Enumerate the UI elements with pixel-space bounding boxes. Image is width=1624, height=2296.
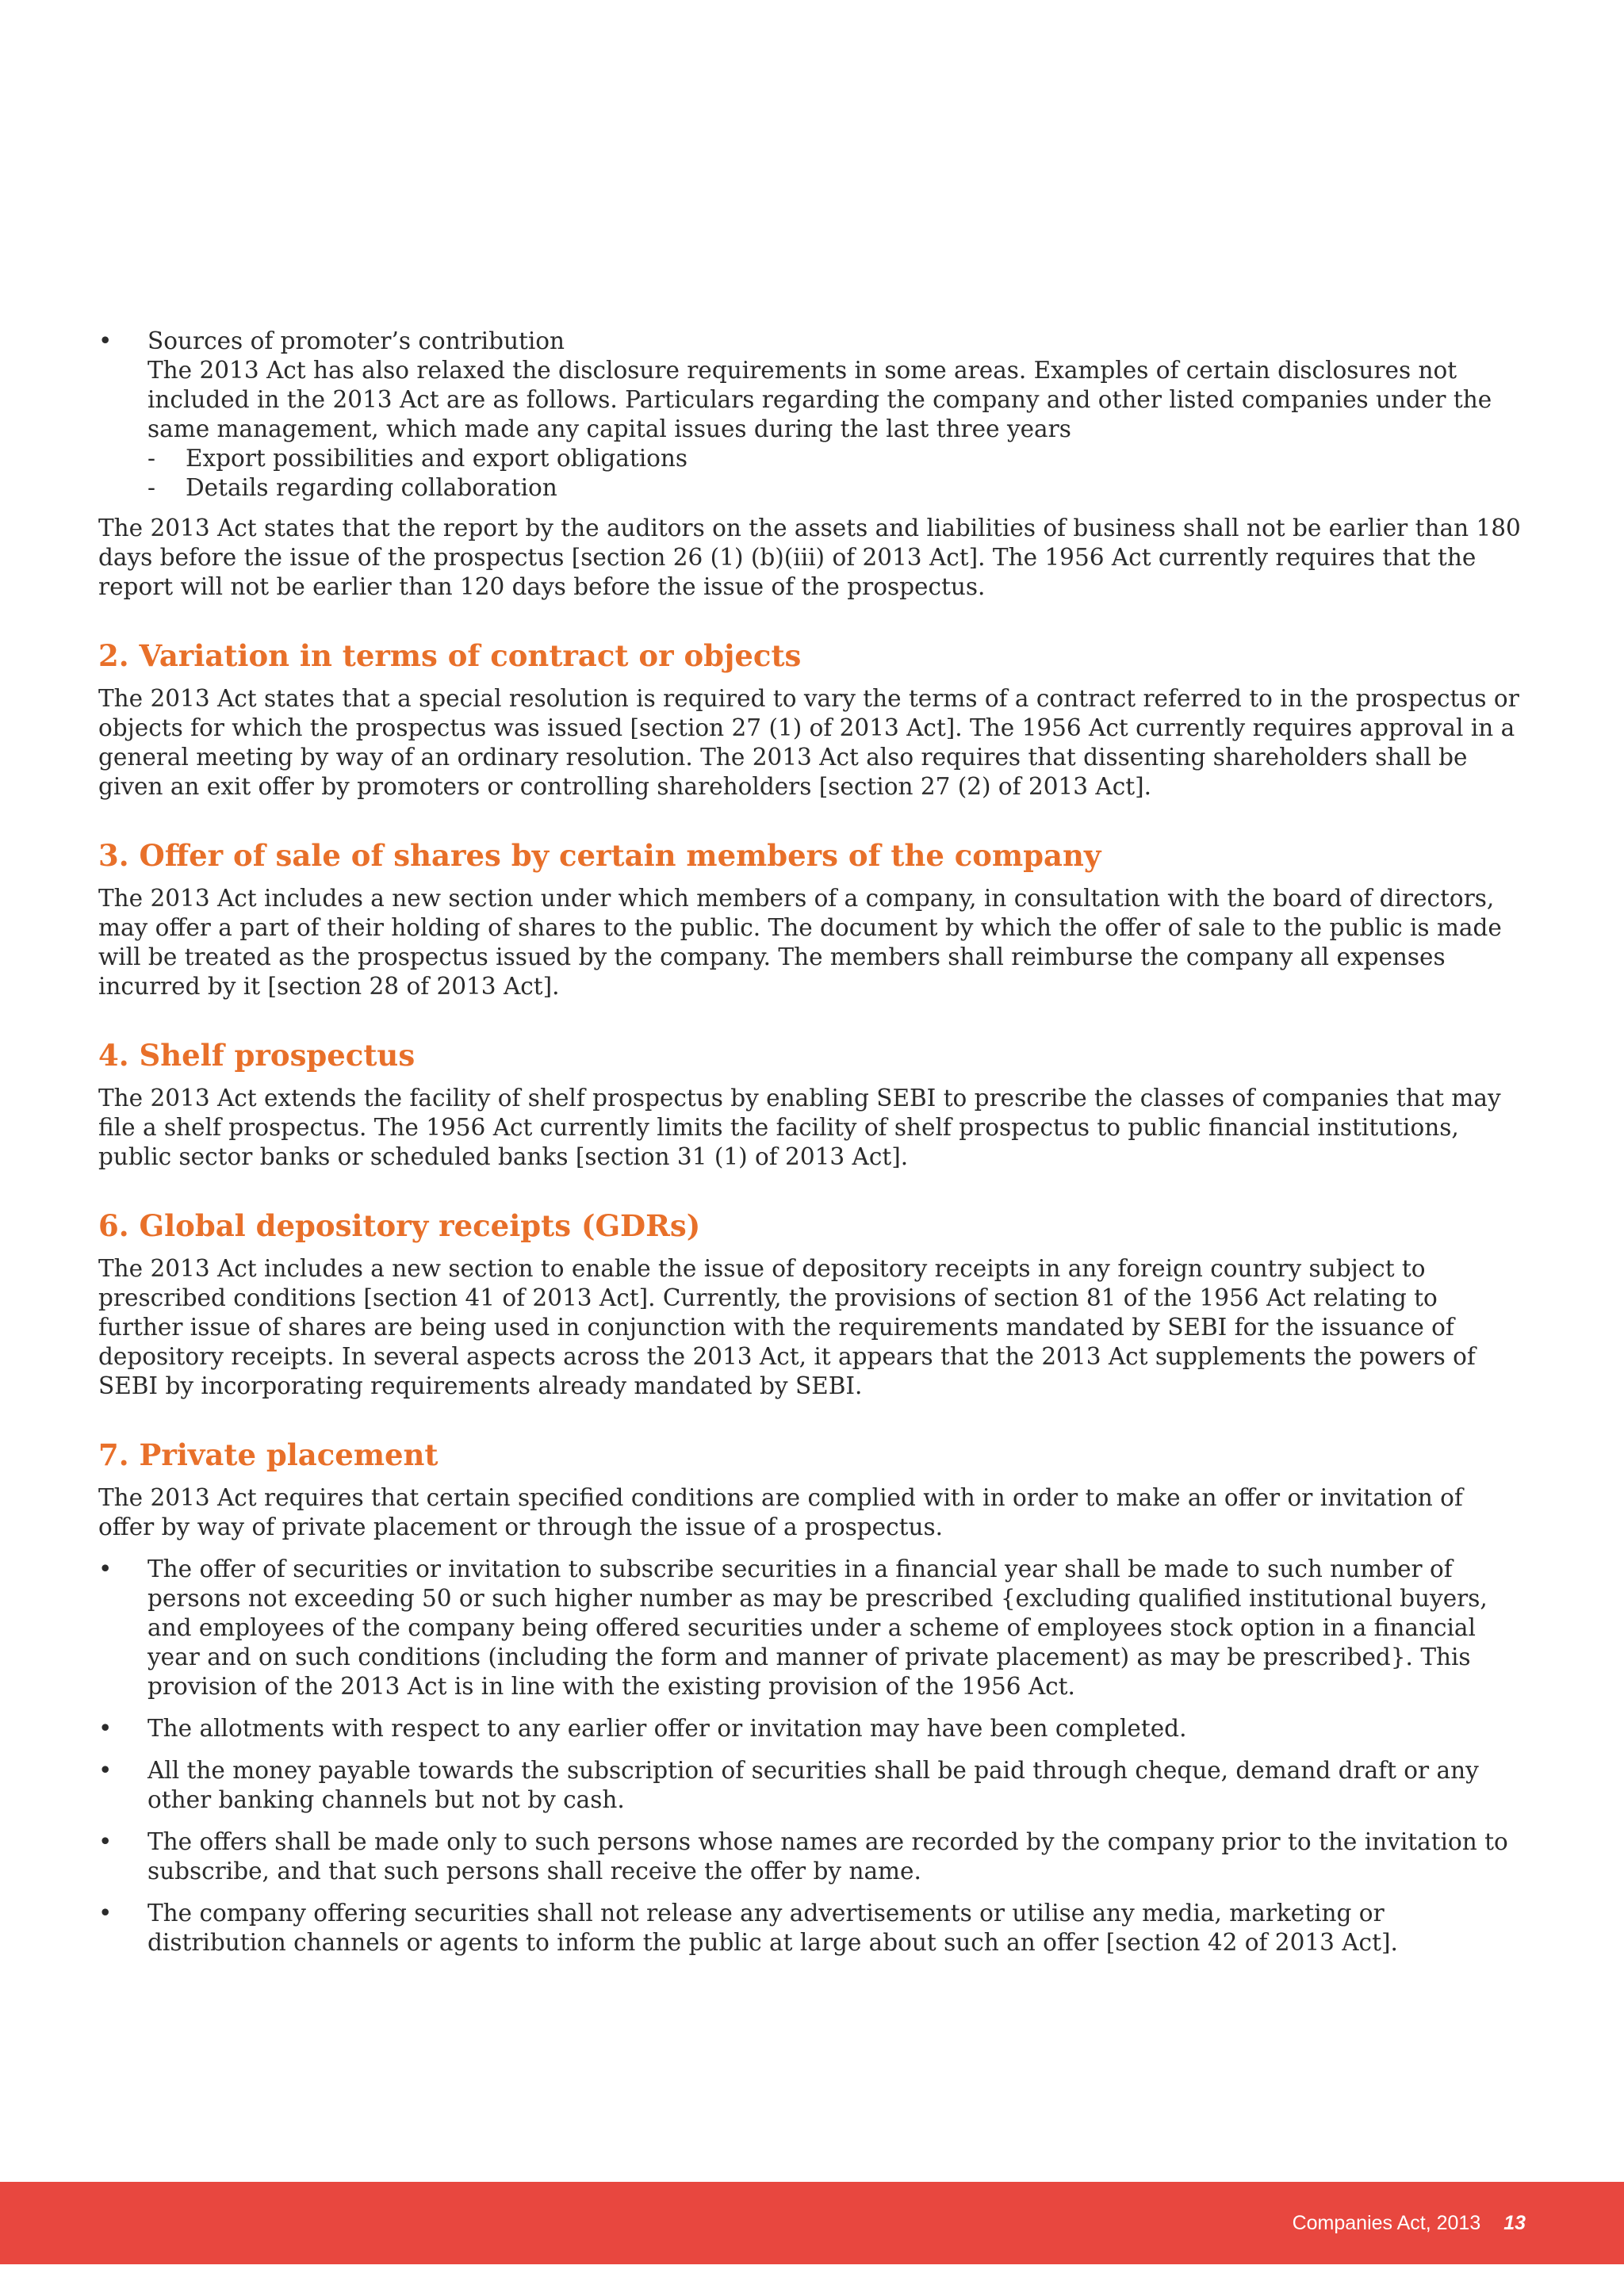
section-paragraph: The 2013 Act states that a special resolution is required to vary the terms of a contract referred to in the prospectus or objects for which the prospectus was issued [section 27 (1) of 2013 Act]. The 1956 Act currently requires approval in a general meeting by way of an ordinary resolution. The 2013 Act also requires that dissenting shareholders shall be given an exit offer by promoters or controlling shareholders [section 27 (2) of 2013 Act]. — [98, 685, 1519, 800]
list-item — [98, 1899, 1526, 1957]
section-heading: 6. Global depository receipts (GDRs) — [98, 1208, 701, 1243]
bullet-mark: • — [98, 1715, 113, 1742]
bullet-text: All the money payable towards the subscription of securities shall be paid through cheque, demand draft or any other banking channels but not by cash. — [147, 1757, 1479, 1813]
bullet-text: The offers shall be made only to such persons whose names are recorded by the company prior to the invitation to subscribe, and that such persons shall receive the offer by name. — [147, 1828, 1508, 1885]
dash-item-text: Details regarding collaboration — [186, 474, 557, 501]
bullet-mark: • — [98, 1556, 113, 1582]
list-item — [98, 1756, 1526, 1815]
bullet-text: The company offering securities shall not release any advertisements or utilise any media, marketing or distribution channels or agents to inform the public at large about such an offer [section 42 of 2013 Act]. — [147, 1900, 1398, 1956]
section-paragraph: The 2013 Act includes a new section under which members of a company, in consultation with the board of directors, may offer a part of their holding of shares to the public. The document by which the offer of sale to the public is made will be treated as the prospectus issued by the company. The members shall reimburse the company all expenses incurred by it [section 28 of 2013 Act]. — [98, 885, 1502, 1000]
bullet-text: The allotments with respect to any earlier offer or invitation may have been completed. — [147, 1715, 1187, 1742]
dash-mark: - — [147, 445, 155, 472]
list-item — [98, 1827, 1526, 1886]
dash-item — [147, 444, 1526, 473]
private-placement-bullet-list — [98, 1555, 1526, 1957]
bullet-mark: • — [98, 327, 113, 354]
dash-mark: - — [147, 474, 155, 501]
intro-bullet-list — [98, 327, 1526, 503]
bullet-mark: • — [98, 1757, 113, 1784]
dash-item — [147, 473, 1526, 503]
list-item — [98, 327, 1526, 503]
bullet-text: The offer of securities or invitation to subscribe securities in a financial year shall be made to such number of persons not exceeding 50 or such higher number as may be prescribed {excluding qualified institutional buyers, and employees of the company being offered securities under a scheme of employees stock option in a financial year and on such conditions (including the form and manner of private placement) as may be prescribed}. This provision of the 2013 Act is in line with the existing provision of the 1956 Act. — [147, 1556, 1488, 1700]
section-heading: 7. Private placement — [98, 1437, 439, 1472]
section-paragraph: The 2013 Act includes a new section to enable the issue of depository receipts in any foreign country subject to prescribed conditions [section 41 of 2013 Act]. Currently, the provisions of section 81 of the 1956 Act relating to further issue of shares are being used in conjunction with the requirements mandated by SEBI for the issuance of depository receipts. In several aspects across the 2013 Act, it appears that the 2013 Act supplements the powers of SEBI by incorporating requirements already mandated by SEBI. — [98, 1255, 1476, 1399]
bullet-mark: • — [98, 1828, 113, 1855]
page-content — [98, 327, 1526, 1970]
page-number: 13 — [1503, 2212, 1526, 2234]
list-item — [98, 1714, 1526, 1743]
section-paragraph: The 2013 Act extends the facility of shelf prospectus by enabling SEBI to prescribe the classes of companies that may file a shelf prospectus. The 1956 Act currently limits the facility of shelf prospectus to public financial institutions, public sector banks or scheduled banks [section 31 (1) of 2013 Act]. — [98, 1085, 1501, 1170]
intro-paragraph: The 2013 Act states that the report by the auditors on the assets and liabilities of business shall not be earlier than 180 days before the issue of the prospectus [section 26 (1) (b)(iii) of 2013 Act]. The 1956 Act currently requires that the report will not be earlier than 120 days before the issue of the prospectus. — [98, 515, 1521, 600]
bullet-body: The 2013 Act has also relaxed the disclosure requirements in some areas. Examples of certain disclosures not included in the 2013 Act are as follows. Particulars regarding the company and other listed companies under the same management, which made any capital issues during the last three years — [147, 357, 1492, 442]
dash-item-text: Export possibilities and export obligations — [186, 445, 688, 472]
bullet-title: Sources of promoter’s contribution — [147, 327, 565, 354]
footer-text — [1293, 2182, 1526, 2264]
section-paragraph: The 2013 Act requires that certain specified conditions are complied with in order to make an offer or invitation of offer by way of private placement or through the issue of a prospectus. — [98, 1484, 1463, 1540]
bullet-mark: • — [98, 1900, 113, 1927]
footer-title: Companies Act, 2013 — [1292, 2212, 1481, 2234]
section-heading: 2. Variation in terms of contract or objects — [98, 638, 802, 673]
list-item — [98, 1555, 1526, 1701]
section-heading: 3. Offer of sale of shares by certain members of the company — [98, 838, 1101, 873]
dash-list — [147, 444, 1526, 503]
footer-bar — [0, 2182, 1624, 2264]
section-heading: 4. Shelf prospectus — [98, 1038, 416, 1073]
